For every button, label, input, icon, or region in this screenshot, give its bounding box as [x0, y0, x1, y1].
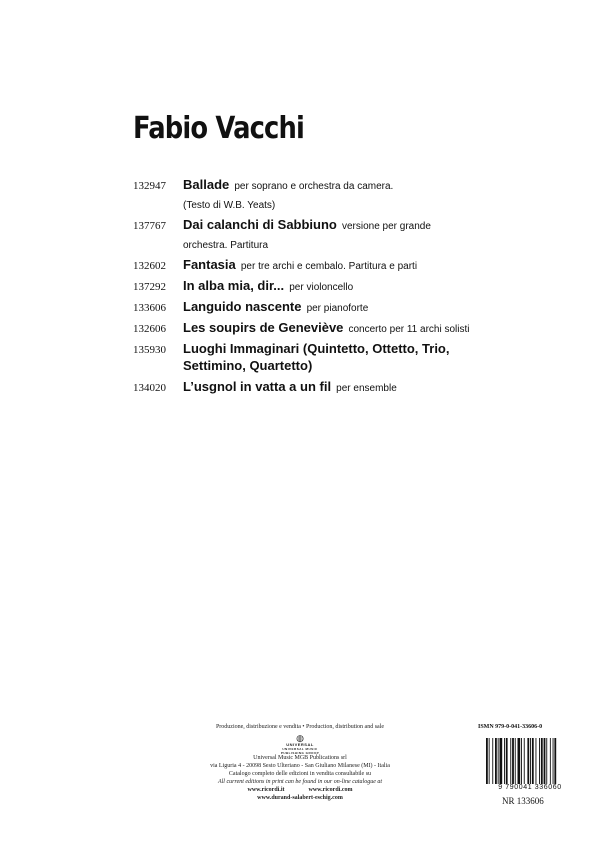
work-description: per soprano e orchestra da camera. — [234, 181, 394, 192]
work-entry — [133, 256, 473, 275]
work-title: Fantasia — [183, 257, 236, 272]
production-line: Produzione, distribuzione e vendita • Production, distribution and sale — [215, 724, 385, 730]
work-entry — [133, 298, 473, 317]
work-title: L’usgnol in vatta a un fil — [183, 379, 332, 394]
catalogue-number: NR 133606 — [502, 796, 544, 806]
work-entry — [133, 176, 473, 214]
work-description: per violoncello — [289, 282, 354, 293]
work-entry — [133, 319, 473, 338]
work-description: per pianoforte — [306, 303, 369, 314]
work-title: Languido nascente — [183, 299, 302, 314]
work-entry — [133, 340, 473, 376]
work-title: Luoghi Immaginari (Quintetto, Ottetto, Trio, Settimino, Quartetto) — [183, 341, 450, 373]
work-number: 132602 — [133, 260, 166, 272]
work-entry — [133, 378, 473, 397]
work-title: Les soupirs de Geneviève — [183, 320, 344, 335]
work-title: In alba mia, dir... — [183, 278, 285, 293]
work-description: concerto per 11 archi solisti — [348, 324, 470, 335]
barcode-digits: 9 790041 336060 — [478, 784, 582, 791]
company-name: Universal Music MGB Publications srl — [253, 755, 347, 761]
url-ricordi-it[interactable]: www.ricordi.it — [247, 787, 285, 793]
work-description: per tre archi e cembalo. Partitura e parti — [240, 261, 418, 272]
catalogue-en: All current editions in print can be found in our on-line catalogue at — [217, 779, 383, 785]
work-description: per ensemble — [336, 383, 397, 394]
publisher-footer — [190, 723, 410, 802]
work-entry — [133, 277, 473, 296]
globe-icon: ◍ — [296, 733, 304, 743]
works-list — [133, 176, 473, 399]
ismn-code: ISMN 979-0-041-33606-0 — [478, 724, 543, 730]
work-number: 134020 — [133, 382, 166, 394]
work-number: 132606 — [133, 323, 166, 335]
work-number: 137767 — [133, 220, 166, 232]
url-durand[interactable]: www.durand-salabert-eschig.com — [257, 795, 343, 801]
work-number: 132947 — [133, 180, 166, 192]
work-number: 137292 — [133, 281, 166, 293]
work-extra: (Testo di W.B. Yeats) — [183, 200, 276, 211]
work-title: Dai calanchi di Sabbiuno — [183, 217, 337, 232]
composer-name: Fabio Vacchi — [133, 111, 304, 146]
company-address: via Liguria 4 - 20098 Sesto Ulteriano - San Giuliano Milanese (MI) - Italia — [210, 763, 390, 769]
work-title: Ballade — [183, 177, 230, 192]
universal-logo: ◍ UNIVERSAL UNIVERSAL MUSIC PUBLISHING GROUP — [280, 733, 320, 755]
work-number: 133606 — [133, 302, 166, 314]
work-entry — [133, 216, 473, 254]
url-ricordi-com[interactable]: www.ricordi.com — [308, 787, 353, 793]
work-number: 135930 — [133, 344, 166, 356]
work-description: versione per grande orchestra. Partitura — [183, 221, 431, 251]
catalogue-it: Catalogo completo delle edizioni in vendita consultabile su — [228, 771, 372, 777]
